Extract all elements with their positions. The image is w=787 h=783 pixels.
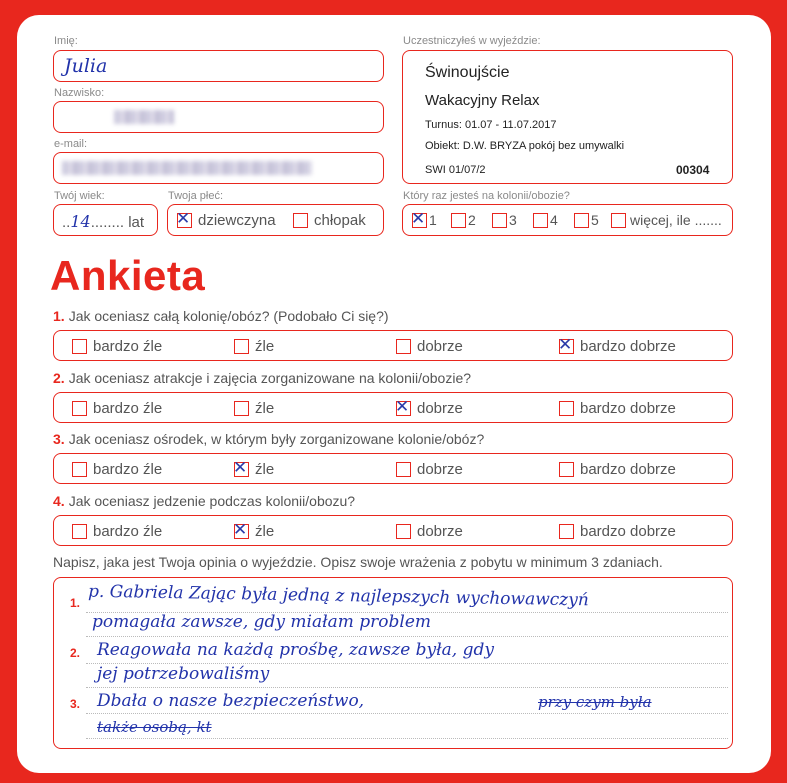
opinion-line-3: Reagowała na każdą prośbę, zawsze była, gdy xyxy=(97,640,494,660)
q3-checkbox-1[interactable] xyxy=(72,462,87,477)
q2-option-1[interactable]: bardzo źle xyxy=(72,399,162,417)
q3-checkbox-3[interactable] xyxy=(396,462,411,477)
q3-option-3[interactable]: dobrze xyxy=(396,460,463,478)
question-1: 1. Jak oceniasz całą kolonię/obóz? (Podobało Ci się?) xyxy=(53,308,389,324)
times-option-3[interactable]: 3 xyxy=(492,211,517,228)
email-field[interactable] xyxy=(53,152,384,184)
q4-checkbox-1[interactable] xyxy=(72,524,87,539)
ruled-line xyxy=(86,738,728,739)
times-option-4[interactable]: 4 xyxy=(533,211,558,228)
email-label: e-mail: xyxy=(54,138,88,150)
question-4: 4. Jak oceniasz jedzenie podczas kolonii/obozu? xyxy=(53,493,356,509)
q4-option-3[interactable]: dobrze xyxy=(396,522,463,540)
q1-option-3[interactable]: dobrze xyxy=(396,337,463,355)
obiekt-label: Obiekt: xyxy=(425,140,460,152)
age-unit: lat xyxy=(128,214,145,231)
opinion-number-3: 3. xyxy=(70,697,81,711)
gender-option-male[interactable]: chłopak xyxy=(293,211,366,229)
q3-option-2[interactable]: ✕ źle xyxy=(234,460,274,478)
checkbox-times-3[interactable] xyxy=(492,213,507,228)
redacted-last-name xyxy=(114,110,174,124)
gender-label: Twoja płeć: xyxy=(168,190,224,202)
checkbox-male[interactable] xyxy=(293,213,308,228)
ruled-line xyxy=(86,713,728,714)
q4-option-4[interactable]: bardzo dobrze xyxy=(559,522,676,540)
times-option-1[interactable]: ✕1 xyxy=(412,211,437,228)
trip-name: Wakacyjny Relax xyxy=(425,92,540,109)
times-option-5[interactable]: 5 xyxy=(574,211,599,228)
q2-option-4[interactable]: bardzo dobrze xyxy=(559,399,676,417)
q2-checkbox-2[interactable] xyxy=(234,401,249,416)
q2-checkbox-4[interactable] xyxy=(559,401,574,416)
opinion-line-5: Dbała o nasze bezpieczeństwo, xyxy=(97,691,365,711)
opinion-number-1: 1. xyxy=(70,596,81,610)
checkbox-female[interactable] xyxy=(177,213,192,228)
turnus-value: 01.07 - 11.07.2017 xyxy=(464,119,557,131)
opinion-line-4: jej potrzebowaliśmy xyxy=(97,664,270,684)
first-name-field[interactable] xyxy=(53,50,384,82)
q3-option-4[interactable]: bardzo dobrze xyxy=(559,460,676,478)
gender-field xyxy=(167,204,384,236)
answer-row-1 xyxy=(53,330,733,361)
opinion-line-2: pomagała zawsze, gdy miałam problem xyxy=(92,612,432,632)
q3-checkbox-2[interactable] xyxy=(234,462,249,477)
checkbox-times-5[interactable] xyxy=(574,213,589,228)
last-name-label: Nazwisko: xyxy=(54,87,105,99)
first-name-value: Julia xyxy=(64,55,108,77)
q1-checkbox-1[interactable] xyxy=(72,339,87,354)
q1-checkbox-4[interactable] xyxy=(559,339,574,354)
q3-option-1[interactable]: bardzo źle xyxy=(72,460,162,478)
times-option-more[interactable]: więcej, ile ....... xyxy=(611,211,722,228)
answer-row-4 xyxy=(53,515,733,546)
q1-option-1[interactable]: bardzo źle xyxy=(72,337,162,355)
times-option-2[interactable]: 2 xyxy=(451,211,476,228)
trip-code: SWI 01/07/2 xyxy=(425,164,486,176)
q2-option-3[interactable]: ✕ dobrze xyxy=(396,399,463,417)
answer-row-3 xyxy=(53,453,733,484)
checkbox-times-4[interactable] xyxy=(533,213,548,228)
opinion-line-5-strike: przy czym była xyxy=(538,693,652,711)
q2-checkbox-3[interactable] xyxy=(396,401,411,416)
q4-checkbox-4[interactable] xyxy=(559,524,574,539)
question-2: 2. Jak oceniasz atrakcje i zajęcia zorganizowane na kolonii/obozie? xyxy=(53,370,472,386)
survey-title: Ankieta xyxy=(50,252,206,299)
trip-info-box xyxy=(402,50,733,184)
obiekt-value: D.W. BRYZA pokój bez umywalki xyxy=(462,140,625,152)
age-value: 14 xyxy=(70,212,91,231)
ruled-line xyxy=(86,636,728,637)
ruled-line xyxy=(86,687,728,688)
q4-checkbox-2[interactable] xyxy=(234,524,249,539)
age-label: Twój wiek: xyxy=(54,190,105,202)
opinion-prompt: Napisz, jaka jest Twoja opinia o wyjeździe. Opisz swoje wrażenia z pobytu w minimum 3 zdaniach. xyxy=(53,554,663,570)
age-field[interactable]: ..14........ lat xyxy=(53,204,158,236)
trip-place: Świnoujście xyxy=(425,64,510,81)
last-name-field[interactable] xyxy=(53,101,384,133)
opinion-number-2: 2. xyxy=(70,646,81,660)
trip-turnus xyxy=(425,119,557,131)
answer-row-2 xyxy=(53,392,733,423)
question-3: 3. Jak oceniasz ośrodek, w którym były zorganizowane kolonie/obóz? xyxy=(53,431,485,447)
opinion-line-6-strike: także osobą, kt xyxy=(97,718,212,736)
q4-option-2[interactable]: ✕ źle xyxy=(234,522,274,540)
gender-option-female[interactable]: ✕dziewczyna xyxy=(177,211,276,229)
checkbox-times-1[interactable] xyxy=(412,213,427,228)
redacted-email xyxy=(62,161,312,175)
checkbox-times-more[interactable] xyxy=(611,213,626,228)
q1-checkbox-3[interactable] xyxy=(396,339,411,354)
first-name-label: Imię: xyxy=(54,35,78,47)
q4-checkbox-3[interactable] xyxy=(396,524,411,539)
q2-checkbox-1[interactable] xyxy=(72,401,87,416)
q3-checkbox-4[interactable] xyxy=(559,462,574,477)
q1-option-4[interactable]: ✕ bardzo dobrze xyxy=(559,337,676,355)
turnus-label: Turnus: xyxy=(425,119,462,131)
q1-option-2[interactable]: źle xyxy=(234,337,274,355)
trip-label: Uczestniczyłeś w wyjeździe: xyxy=(403,35,541,47)
checkbox-times-2[interactable] xyxy=(451,213,466,228)
times-label: Który raz jesteś na kolonii/obozie? xyxy=(403,190,570,202)
trip-number: 00304 xyxy=(676,163,710,177)
q2-option-2[interactable]: źle xyxy=(234,399,274,417)
trip-obiekt xyxy=(425,140,624,152)
opinion-line-1: p. Gabriela Zając była jedną z najlepszych wychowawczyń xyxy=(87,581,589,611)
times-field xyxy=(402,204,733,236)
q4-option-1[interactable]: bardzo źle xyxy=(72,522,162,540)
q1-checkbox-2[interactable] xyxy=(234,339,249,354)
